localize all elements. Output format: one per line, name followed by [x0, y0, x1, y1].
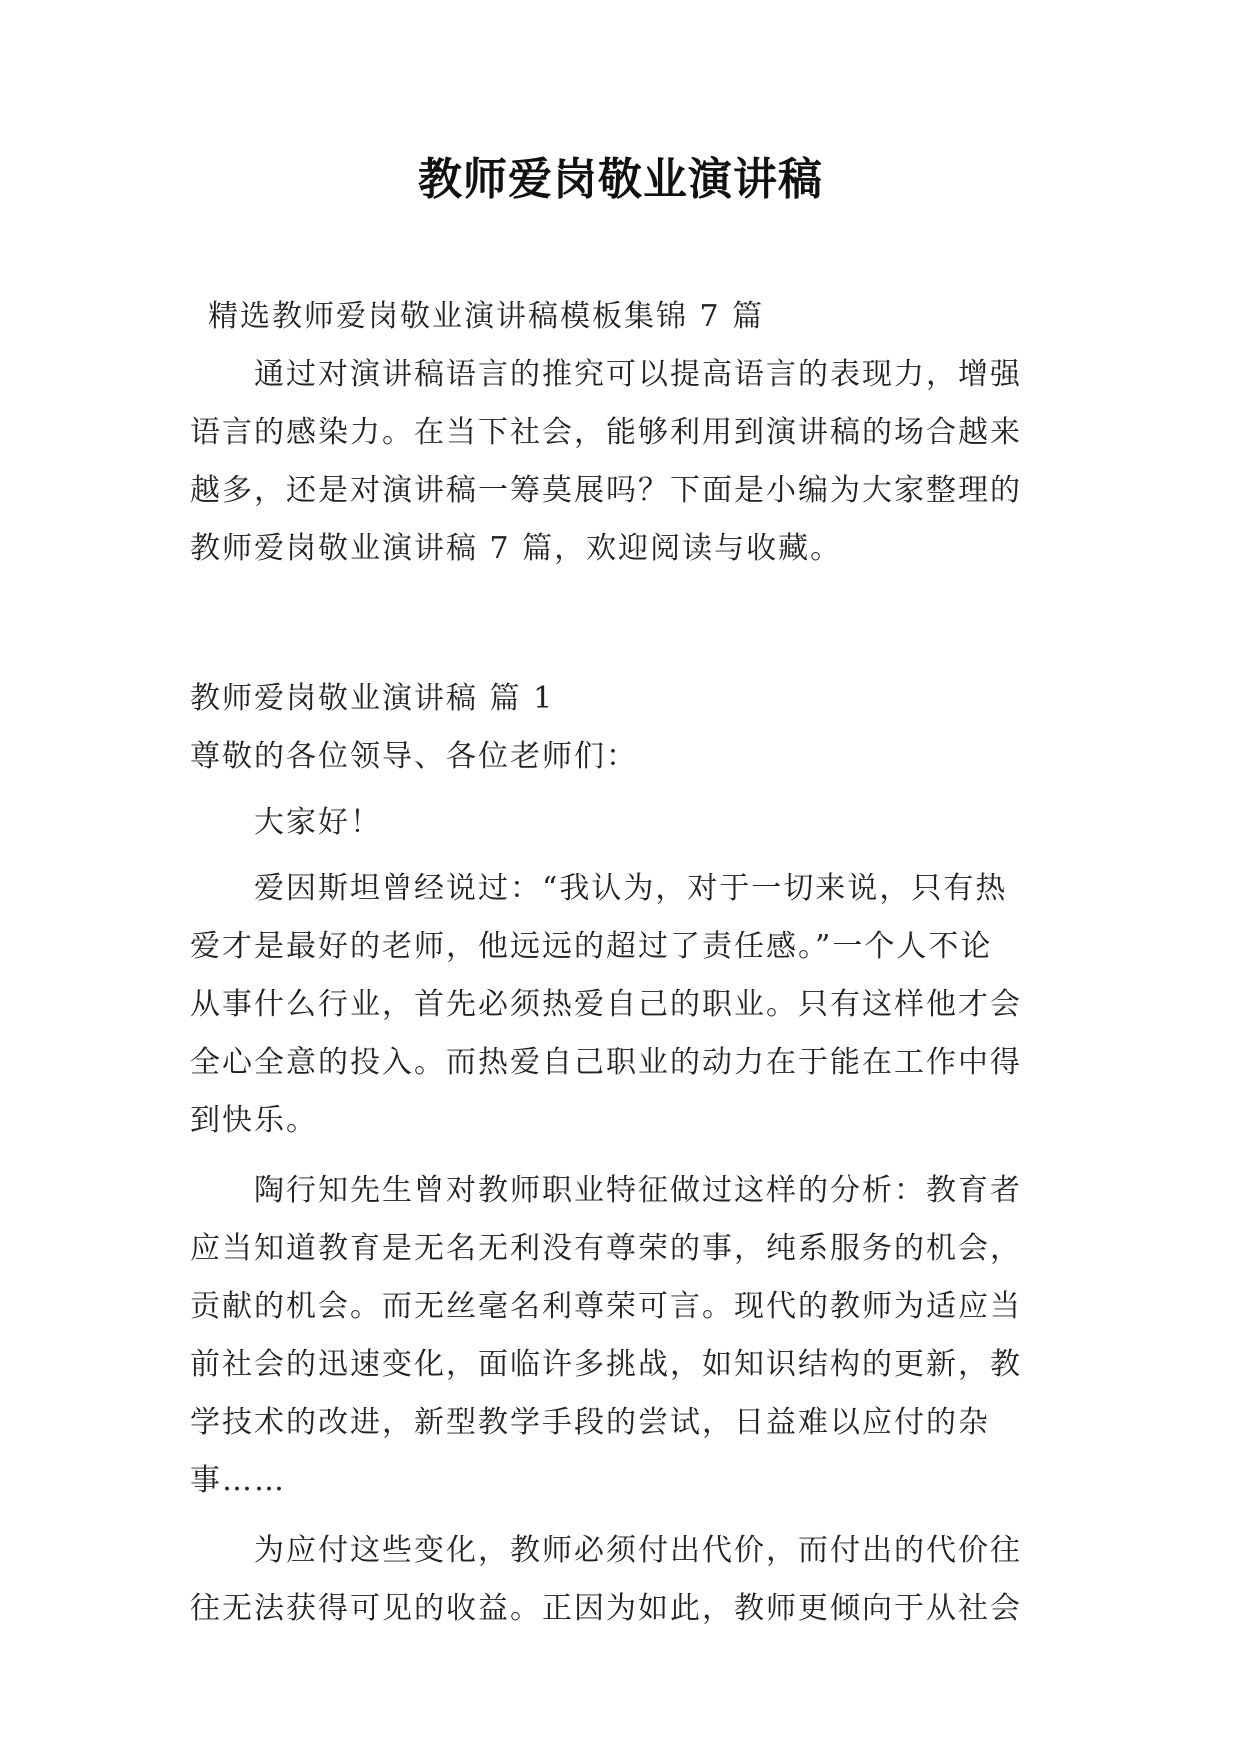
paragraph-line: 往无法获得可见的收益。正因为如此，教师更倾向于从社会 [190, 1591, 1022, 1626]
paragraph-line: 学技术的改进，新型教学手段的尝试，日益难以应付的杂 [190, 1405, 990, 1440]
paragraph-line: 爱因斯坦曾经说过：“我认为，对于一切来说，只有热 [254, 871, 1008, 906]
greeting: 大家好！ [254, 805, 382, 840]
intro-line: 语言的感染力。在当下社会，能够利用到演讲稿的场合越来 [190, 415, 1022, 450]
section-spacer [190, 578, 1050, 670]
section-heading: 教师爱岗敬业演讲稿 篇 1 [190, 681, 555, 716]
paragraph-line: 贡献的机会。而无丝毫名利尊荣可言。现代的教师为适应当 [190, 1289, 1022, 1324]
document-subtitle: 精选教师爱岗敬业演讲稿模板集锦 7 篇 [208, 299, 765, 334]
spacer [190, 1510, 1050, 1522]
intro-paragraph [190, 346, 1050, 578]
salutation: 尊敬的各位领导、各位老师们： [190, 739, 638, 774]
paragraph-line: 为应付这些变化，教师必须付出代价，而付出的代价往 [254, 1533, 1022, 1568]
intro-line: 通过对演讲稿语言的推究可以提高语言的表现力，增强 [254, 357, 1022, 392]
paragraph-1 [190, 860, 1050, 1150]
paragraph-line: 到快乐。 [190, 1103, 318, 1138]
paragraph-line: 前社会的迅速变化，面临许多挑战，如知识结构的更新，教 [190, 1347, 1022, 1382]
paragraph-line: 全心全意的投入。而热爱自己职业的动力在于能在工作中得 [190, 1045, 1022, 1080]
paragraph-line: 爱才是最好的老师，他远远的超过了责任感。”一个人不论 [190, 929, 993, 964]
document-title: 教师爱岗敬业演讲稿 [418, 154, 823, 205]
spacer [190, 852, 1050, 860]
intro-line: 越多，还是对演讲稿一筹莫展吗？下面是小编为大家整理的 [190, 473, 1022, 508]
paragraph-line: 从事什么行业，首先必须热爱自己的职业。只有这样他才会 [190, 987, 1022, 1022]
paragraph-3 [190, 1522, 1050, 1638]
intro-line: 教师爱岗敬业演讲稿 7 篇，欢迎阅读与收藏。 [190, 531, 843, 566]
paragraph-2 [190, 1162, 1050, 1510]
paragraph-line: 事…… [190, 1463, 286, 1498]
document-body [190, 288, 1050, 1638]
spacer [190, 786, 1050, 794]
paragraph-line: 应当知道教育是无名无利没有尊荣的事，纯系服务的机会， [190, 1231, 1022, 1266]
paragraph-line: 陶行知先生曾对教师职业特征做过这样的分析：教育者 [254, 1173, 1022, 1208]
spacer [190, 1150, 1050, 1162]
